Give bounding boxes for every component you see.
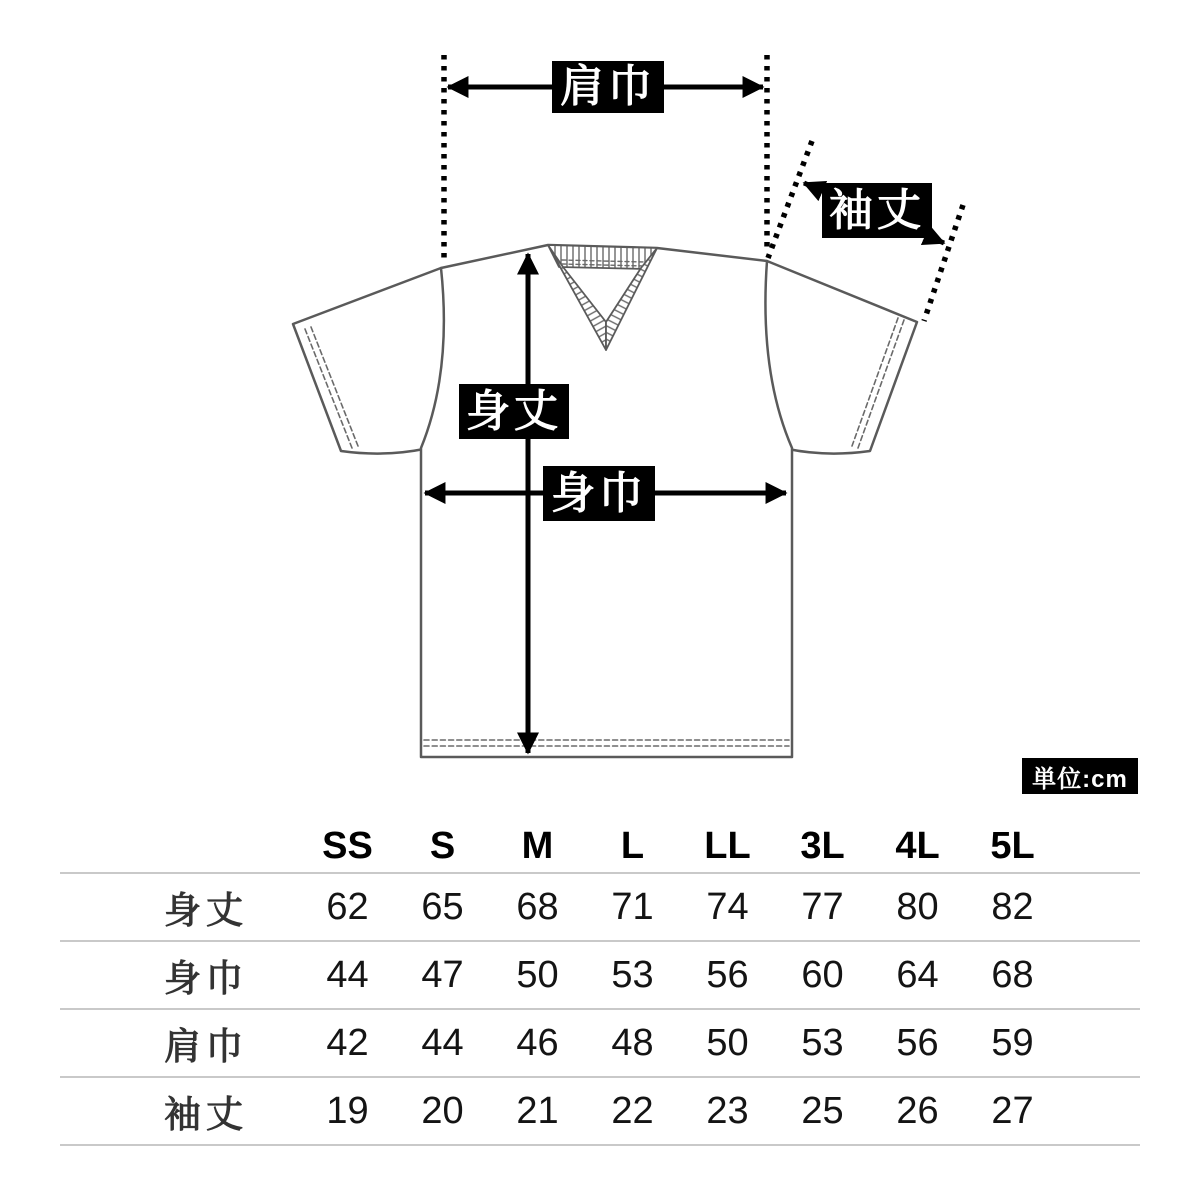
body-width-label: 身巾 — [543, 466, 655, 521]
table-cell: 19 — [326, 1089, 369, 1132]
table-cell: 53 — [801, 1021, 844, 1064]
table-cell: 46 — [516, 1021, 559, 1064]
table-cell: 68 — [991, 953, 1034, 996]
table-cell: 74 — [706, 885, 749, 928]
table-cell: 42 — [326, 1021, 369, 1064]
table-cell: 26 — [896, 1089, 939, 1132]
table-cell: 60 — [801, 953, 844, 996]
table-row-body-length — [60, 874, 1140, 942]
table-cell: 56 — [706, 953, 749, 996]
body-length-label: 身丈 — [459, 384, 569, 439]
table-cell: 25 — [801, 1089, 844, 1132]
column-header-ll: LL — [704, 824, 751, 867]
table-cell: 20 — [421, 1089, 464, 1132]
table-row-shoulder-width — [60, 1010, 1140, 1078]
table-cell: 62 — [326, 885, 369, 928]
table-cell: 77 — [801, 885, 844, 928]
table-cell: 64 — [896, 953, 939, 996]
column-header-5l: 5L — [990, 824, 1035, 867]
table-cell: 50 — [706, 1021, 749, 1064]
column-header-l: L — [620, 824, 645, 867]
table-cell: 59 — [991, 1021, 1034, 1064]
table-cell: 53 — [611, 953, 654, 996]
sleeve-length-label: 袖丈 — [822, 183, 932, 238]
table-cell: 44 — [326, 953, 369, 996]
right-sleeve-fill — [767, 261, 917, 454]
table-cell: 21 — [516, 1089, 559, 1132]
table-cell: 23 — [706, 1089, 749, 1132]
table-row-body-width — [60, 942, 1140, 1010]
table-cell: 44 — [421, 1021, 464, 1064]
table-cell: 56 — [896, 1021, 939, 1064]
table-cell: 47 — [421, 953, 464, 996]
table-cell: 65 — [421, 885, 464, 928]
size-table — [60, 820, 1140, 1146]
shoulder-width-label: 肩巾 — [552, 61, 664, 113]
column-header-3l: 3L — [800, 824, 845, 867]
table-cell: 82 — [991, 885, 1034, 928]
table-cell: 68 — [516, 885, 559, 928]
column-header-4l: 4L — [895, 824, 940, 867]
table-row-sleeve-length — [60, 1078, 1140, 1146]
table-cell: 71 — [611, 885, 654, 928]
table-cell: 50 — [516, 953, 559, 996]
row-label: 袖丈 — [164, 1094, 248, 1135]
row-label: 肩巾 — [164, 1026, 248, 1067]
table-cell: 80 — [896, 885, 939, 928]
row-label: 身丈 — [164, 890, 248, 931]
column-header-ss: SS — [322, 824, 373, 867]
table-cell: 27 — [991, 1089, 1034, 1132]
sleeve-guide-line-upper — [768, 141, 812, 258]
row-label: 身巾 — [164, 958, 248, 999]
column-header-s: S — [429, 824, 456, 867]
column-header-m: M — [521, 824, 554, 867]
table-cell: 22 — [611, 1089, 654, 1132]
size-table-header-row — [60, 820, 1140, 874]
unit-badge: 単位:cm — [1022, 758, 1138, 794]
table-cell: 48 — [611, 1021, 654, 1064]
